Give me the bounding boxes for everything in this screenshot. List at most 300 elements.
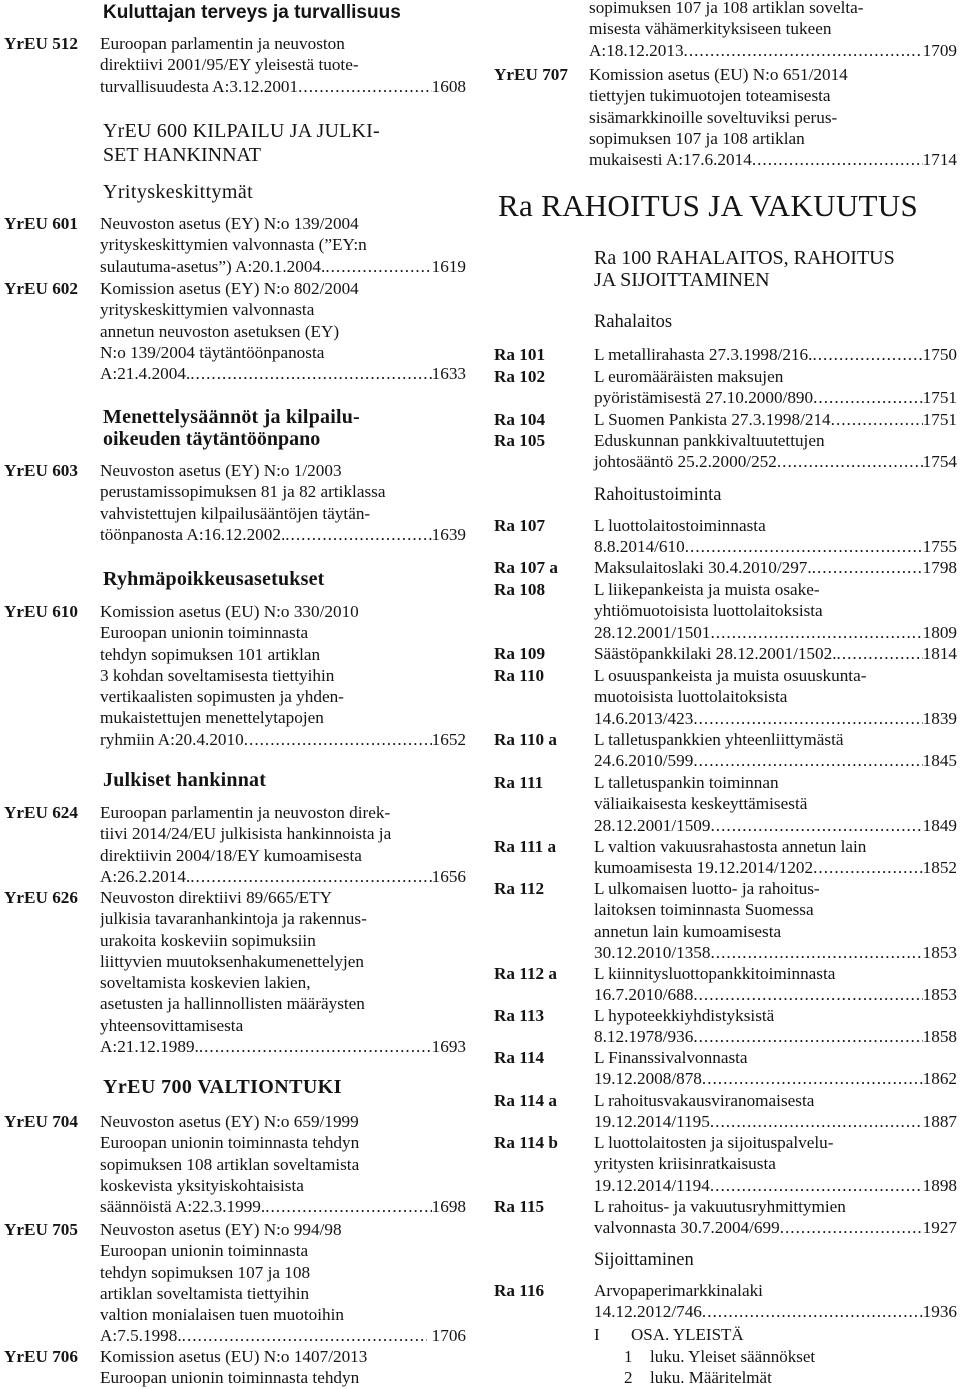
- entry-line: Eduskunnan pankkivaltuutettujen: [594, 431, 825, 450]
- entry-code: YrEU 512: [4, 34, 78, 53]
- entry-last-line: [594, 942, 957, 963]
- entry-last-line: [594, 857, 957, 878]
- entry-yreu-512[interactable]: [4, 33, 466, 97]
- entry-body: [594, 344, 957, 365]
- leader-dots: [837, 643, 923, 664]
- entry-body: [594, 366, 957, 409]
- entry-line: tehdyn sopimuksen 101 artiklan: [100, 644, 321, 664]
- entry-line: direktiivin 2004/18/EY kumoamisesta: [100, 845, 362, 865]
- entry-body: [100, 33, 466, 97]
- entry-line: Komission asetus (EU) N:o 1407/2013: [100, 1347, 368, 1366]
- page-number: 1853: [922, 942, 957, 962]
- entry-body: [594, 772, 957, 836]
- entry-ra-104[interactable]: [494, 409, 957, 430]
- entry-ra-116[interactable]: [494, 1280, 957, 1323]
- heading-text: SET HANKINNAT: [103, 144, 261, 166]
- entry-ra-110a[interactable]: [494, 729, 957, 772]
- entry-line: liittyvien muutoksenhakumenettelyjen: [100, 951, 364, 971]
- entry-code: Ra 107 a: [494, 558, 558, 577]
- entry-line: vertikaalisten sopimusten ja yhden-: [100, 687, 344, 707]
- entry-last-line: [100, 524, 466, 545]
- entry-ra-114[interactable]: [494, 1047, 957, 1090]
- entry-line: tehdyn sopimuksen 107 ja 108: [100, 1262, 311, 1282]
- entry-yreu-705[interactable]: [4, 1219, 466, 1347]
- entry-body: [100, 278, 466, 384]
- entry-line: koskevista yksityiskohtaisista: [100, 1175, 304, 1195]
- chapter-heading: [103, 1076, 342, 1098]
- chapter-label: luku. Määritelmät: [650, 1368, 772, 1387]
- leader-dots: [190, 866, 431, 887]
- entry-line: sopimuksen 107 ja 108 artiklan sovelta-: [589, 0, 864, 17]
- page-number: 1754: [922, 452, 957, 472]
- entry-line: Komission asetus (EU) N:o 651/2014: [589, 65, 848, 84]
- page-number: 1698: [431, 1197, 466, 1217]
- entry-line: tiettyjen tukimuotojen toteamisesta: [589, 86, 831, 106]
- entry-line: johtosääntö 25.2.2000/252: [594, 452, 777, 472]
- entry-line: artiklan soveltamista tiettyihin: [100, 1283, 310, 1303]
- page-number: 1858: [922, 1027, 957, 1047]
- entry-body: [100, 887, 466, 1057]
- entry-last-line: [594, 750, 957, 771]
- entry-ra-107a[interactable]: [494, 557, 957, 578]
- entry-last-line: [594, 1217, 957, 1238]
- entry-body: [100, 1346, 466, 1389]
- entry-line: soveltamista koskevien lakien,: [100, 973, 311, 993]
- entry-line: vahvistettujen kilpailusääntöjen täytän-: [100, 503, 371, 523]
- entry-line: 14.12.2012/746: [594, 1302, 702, 1322]
- entry-last-line: [100, 1325, 466, 1346]
- entry-line: 19.12.2014/1195: [594, 1112, 710, 1132]
- page-number: 1936: [922, 1302, 957, 1322]
- entry-code: Ra 104: [494, 410, 546, 429]
- entry-line: L Suomen Pankista 27.3.1998/214: [594, 410, 831, 429]
- entry-line: Euroopan unionin toiminnasta: [100, 1241, 309, 1261]
- leader-dots: [711, 622, 923, 643]
- entry-last-line: [100, 256, 466, 277]
- entry-line: misesta vähämerkityksiseen tukeen: [589, 19, 832, 39]
- entry-code: YrEU 603: [4, 461, 78, 480]
- entry-line: Euroopan unionin toiminnasta: [100, 623, 309, 643]
- heading-text: Ra 100 RAHALAITOS, RAHOITUS: [594, 247, 895, 269]
- entry-ra-115[interactable]: [494, 1196, 957, 1239]
- entry-code: YrEU 626: [4, 888, 78, 907]
- leader-dots: [813, 857, 923, 878]
- entry-last-line: [594, 815, 957, 836]
- section-heading: [103, 2, 401, 24]
- entry-code: YrEU 610: [4, 602, 78, 621]
- entry-body: [594, 557, 957, 578]
- entry-code: Ra 105: [494, 431, 546, 450]
- entry-code: YrEU 601: [4, 214, 78, 233]
- entry-line: Neuvoston asetus (EY) N:o 139/2004: [100, 214, 359, 233]
- entry-code: Ra 112 a: [494, 964, 558, 983]
- entry-last-line: [594, 984, 957, 1005]
- entry-last-line: [594, 708, 957, 729]
- heading-text: JA SIJOITTAMINEN: [594, 269, 770, 291]
- entry-code: Ra 108: [494, 580, 546, 599]
- entry-line: N:o 139/2004 täytäntöönpanosta: [100, 342, 325, 362]
- entry-line: L Finanssivalvonnasta: [594, 1048, 748, 1067]
- entry-line: urakoita koskeviin sopimuksiin: [100, 930, 316, 950]
- page-number: 1849: [922, 815, 957, 835]
- entry-line: 8.8.2014/610: [594, 537, 685, 557]
- entry-code: Ra 114 a: [494, 1091, 558, 1110]
- entry-line: L talletuspankkien yhteenliittymästä: [594, 730, 844, 749]
- entry-line: 8.12.1978/936: [594, 1027, 694, 1047]
- chapter-number: 2: [624, 1368, 633, 1387]
- leader-dots: [325, 256, 431, 277]
- entry-body: [100, 460, 466, 545]
- heading-text: Sijoittaminen: [594, 1250, 694, 1270]
- leader-dots: [693, 708, 922, 729]
- page-number: 1709: [922, 40, 957, 60]
- entry-line: asetusten ja hallinnollisten määräysten: [100, 994, 365, 1014]
- entry-line: L rahoitus- ja vakuutusryhmittymien: [594, 1197, 846, 1216]
- page-number: 1751: [922, 410, 957, 429]
- entry-ra-108[interactable]: [494, 579, 957, 643]
- heading-text: Kuluttajan terveys ja turvallisuus: [103, 2, 401, 23]
- toc-level-part[interactable]: [594, 1324, 744, 1345]
- heading-text: Ra RAHOITUS JA VAKUUTUS: [498, 188, 918, 223]
- entry-last-line: [589, 149, 957, 170]
- entry-code: Ra 111: [494, 773, 544, 792]
- entry-ra-111a[interactable]: [494, 836, 957, 879]
- entry-line: sulautuma-asetus”) A:20.1.2004.: [100, 256, 326, 276]
- entry-body: [100, 1219, 466, 1347]
- entry-code: Ra 112: [494, 879, 545, 898]
- entry-body: [594, 1005, 957, 1048]
- entry-last-line: [594, 622, 957, 643]
- subsection-heading: [594, 311, 672, 333]
- heading-text: Yrityskeskittymät: [103, 181, 254, 203]
- entry-yreu-706[interactable]: [4, 1346, 466, 1389]
- entry-body: [594, 1196, 957, 1239]
- page-number: 1927: [922, 1218, 957, 1238]
- entry-line: L talletuspankin toiminnan: [594, 773, 779, 792]
- entry-line: sisämarkkinoille soveltuviksi perus-: [589, 107, 838, 127]
- entry-last-line: [594, 557, 957, 578]
- chapter-number: 1: [624, 1347, 633, 1366]
- entry-last-line: [100, 1196, 466, 1217]
- entry-code: Ra 114: [494, 1048, 545, 1067]
- entry-ra-114b[interactable]: [494, 1132, 957, 1196]
- leader-dots: [710, 1111, 923, 1132]
- entry-continuation[interactable]: [494, 0, 957, 61]
- entry-last-line: [100, 76, 466, 97]
- page-number: 1852: [922, 858, 957, 878]
- entry-body: [594, 579, 957, 643]
- heading-text: Julkiset hankinnat: [103, 769, 267, 791]
- heading-text: YrEU 600 KILPAILU JA JULKI-: [103, 120, 380, 142]
- subsection-heading: [103, 180, 253, 204]
- entry-last-line: [594, 536, 957, 557]
- leader-dots: [780, 1217, 923, 1238]
- entry-line: sopimuksen 107 ja 108 artiklan: [589, 128, 805, 148]
- leader-dots: [199, 1036, 432, 1057]
- entry-body: [594, 963, 957, 1006]
- entry-line: Maksulaitoslaki 30.4.2010/297.: [594, 558, 812, 577]
- entry-ra-113[interactable]: [494, 1005, 957, 1048]
- entry-last-line: [100, 866, 466, 887]
- entry-code: Ra 101: [494, 345, 546, 364]
- leader-dots: [702, 1301, 923, 1322]
- entry-body: [100, 802, 466, 887]
- entry-line: L luottolaitosten ja sijoituspalvelu-: [594, 1133, 834, 1152]
- entry-ra-110[interactable]: [494, 665, 957, 729]
- entry-ra-109[interactable]: [494, 643, 957, 664]
- entry-line: perustamissopimuksen 81 ja 82 artiklassa: [100, 482, 386, 502]
- entry-code: Ra 114 b: [494, 1133, 558, 1152]
- entry-line: pyöristämisestä 27.10.2000/890: [594, 388, 814, 408]
- entry-yreu-603[interactable]: [4, 460, 466, 545]
- entry-body: [594, 836, 957, 879]
- page-number: 1608: [431, 76, 466, 96]
- leader-dots: [684, 40, 923, 61]
- entry-body: [594, 1132, 957, 1196]
- entry-line: yrityskeskittymien valvonnasta (”EY:n: [100, 235, 367, 255]
- entry-body: [594, 515, 957, 558]
- entry-line: valvonnasta 30.7.2004/699: [594, 1218, 780, 1238]
- entry-line: A:26.2.2014.: [100, 866, 191, 886]
- leader-dots: [685, 536, 923, 557]
- entry-line: 19.12.2008/878: [594, 1069, 702, 1089]
- leader-dots: [190, 363, 431, 384]
- entry-line: Komission asetus (EU) N:o 330/2010: [100, 602, 359, 621]
- entry-ra-111[interactable]: [494, 772, 957, 836]
- leader-dots: [265, 1196, 431, 1217]
- entry-line: A:18.12.2013: [589, 40, 684, 60]
- entry-last-line: [100, 363, 466, 384]
- entry-line: L metallirahasta 27.3.1998/216.: [594, 345, 813, 364]
- entry-code: YrEU 707: [494, 65, 568, 84]
- leader-dots: [693, 1026, 922, 1047]
- page-number: 1839: [922, 708, 957, 728]
- entry-code: YrEU 704: [4, 1112, 78, 1131]
- page-number: 1693: [431, 1037, 466, 1057]
- entry-line: mukaisesti A:17.6.2014: [589, 150, 752, 170]
- entry-line: 30.12.2010/1358: [594, 942, 711, 962]
- entry-line: annetun neuvoston asetuksen (EY): [100, 321, 340, 341]
- page-number: 1652: [431, 729, 466, 749]
- entry-line: Arvopaperimarkkinalaki: [594, 1281, 763, 1300]
- entry-last-line: [594, 1111, 957, 1132]
- entry-last-line: [594, 1301, 957, 1322]
- entry-line: Euroopan unionin toiminnasta tehdyn: [100, 1133, 360, 1153]
- subsection-heading: [594, 484, 721, 506]
- subsection-heading: [103, 768, 266, 792]
- entry-ra-107[interactable]: [494, 515, 957, 558]
- entry-yreu-704[interactable]: [4, 1111, 466, 1217]
- entry-last-line: [594, 1175, 957, 1196]
- entry-line: Neuvoston asetus (EY) N:o 994/98: [100, 1220, 342, 1239]
- heading-text: oikeuden täytäntöönpano: [103, 428, 321, 450]
- entry-code: YrEU 602: [4, 279, 78, 298]
- entry-line: säännöistä A:22.3.1999.: [100, 1197, 266, 1217]
- entry-body: [100, 1111, 466, 1217]
- entry-line: A:7.5.1998.: [100, 1326, 182, 1346]
- entry-body: [100, 601, 466, 750]
- heading-text: Menettelysäännöt ja kilpailu-: [103, 406, 360, 428]
- entry-line: 3 kohdan soveltamisesta tiettyihin: [100, 665, 335, 685]
- entry-last-line: [594, 409, 957, 430]
- page-number: 1639: [431, 524, 466, 544]
- entry-body: [594, 1047, 957, 1090]
- entry-code: YrEU 705: [4, 1220, 78, 1239]
- entry-code: Ra 102: [494, 367, 546, 386]
- entry-line: 19.12.2014/1194: [594, 1175, 710, 1195]
- leader-dots: [182, 1325, 428, 1346]
- entry-line: annetun lain kumoamisesta: [594, 921, 782, 941]
- entry-body: [594, 665, 957, 729]
- subsection-heading: [594, 1249, 694, 1271]
- page-number: 1887: [922, 1112, 957, 1132]
- leader-dots: [777, 451, 923, 472]
- entry-line: tiivi 2014/24/EU julkisista hankinnoista ja: [100, 824, 392, 844]
- entry-yreu-624[interactable]: [4, 802, 466, 887]
- toc-level-chapter[interactable]: [624, 1367, 772, 1388]
- entry-line: Säästöpankkilaki 28.12.2001/1502.: [594, 644, 837, 663]
- main-heading: [498, 188, 918, 224]
- entry-line: ryhmiin A:20.4.2010: [100, 729, 244, 749]
- entry-line: Euroopan unionin toiminnasta tehdyn: [100, 1368, 360, 1388]
- entry-body: [594, 878, 957, 963]
- entry-last-line: [594, 387, 957, 408]
- toc-level-chapter[interactable]: [624, 1346, 816, 1367]
- entry-code: YrEU 624: [4, 803, 78, 822]
- leader-dots: [711, 815, 923, 836]
- entry-code: Ra 110 a: [494, 730, 558, 749]
- entry-yreu-602[interactable]: [4, 278, 466, 384]
- entry-code: Ra 113: [494, 1006, 545, 1025]
- entry-line: väliaikaisesta keskeyttämisestä: [594, 794, 808, 814]
- leader-dots: [711, 942, 923, 963]
- leader-dots: [702, 1068, 923, 1089]
- entry-ra-114a[interactable]: [494, 1090, 957, 1133]
- part-label: OSA. YLEISTÄ: [631, 1325, 744, 1344]
- page-number: 1862: [922, 1069, 957, 1089]
- heading-text: Rahalaitos: [594, 312, 673, 332]
- entry-ra-101[interactable]: [494, 344, 957, 365]
- entry-line: mukaistettujen menettelytapojen: [100, 708, 324, 728]
- page-number: 1619: [431, 256, 466, 276]
- entry-ra-112a[interactable]: [494, 963, 957, 1006]
- entry-line: 24.6.2010/599: [594, 751, 694, 771]
- entry-code: YrEU 706: [4, 1347, 78, 1366]
- page-number: 1809: [922, 622, 957, 642]
- entry-last-line: [594, 1068, 957, 1089]
- leader-dots: [831, 409, 923, 430]
- entry-line: yrityskeskittymien valvonnasta: [100, 300, 315, 320]
- subsection-heading: [103, 567, 325, 591]
- page-number: 1750: [922, 345, 957, 364]
- chapter-label: luku. Yleiset säännökset: [650, 1347, 816, 1366]
- entry-yreu-601[interactable]: [4, 213, 466, 277]
- heading-text: YrEU 700 VALTIONTUKI: [103, 1076, 342, 1098]
- page-number: 1798: [922, 558, 957, 577]
- subsection-heading: [103, 405, 360, 451]
- entry-last-line: [594, 643, 957, 664]
- entry-body: [594, 1090, 957, 1133]
- entry-line: julkisia tavaranhankintoja ja rakennus-: [100, 909, 367, 929]
- leader-dots: [710, 1175, 923, 1196]
- entry-line: Euroopan parlamentin ja neuvoston direk-: [100, 803, 391, 822]
- entry-line: 28.12.2001/1509: [594, 815, 711, 835]
- entry-ra-105[interactable]: [494, 430, 957, 473]
- entry-line: L valtion vakuusrahastosta annetun lain: [594, 837, 867, 856]
- entry-line: L osuuspankeista ja muista osuuskunta-: [594, 666, 867, 685]
- entry-body: [589, 64, 957, 170]
- entry-line: yritysten kriisinratkaisusta: [594, 1154, 776, 1174]
- entry-body: [589, 0, 957, 61]
- page-number: 1755: [922, 537, 957, 557]
- entry-line: Euroopan parlamentin ja neuvoston: [100, 34, 345, 53]
- entry-line: L luottolaitostoiminnasta: [594, 516, 766, 535]
- entry-line: L liikepankeista ja muista osake-: [594, 580, 820, 599]
- entry-line: L euromääräisten maksujen: [594, 367, 784, 386]
- entry-last-line: [589, 40, 957, 61]
- leader-dots: [244, 729, 432, 750]
- page-number: 1814: [922, 644, 957, 663]
- entry-line: sopimuksen 108 artiklan soveltamista: [100, 1154, 360, 1174]
- leader-dots: [752, 149, 923, 170]
- entry-body: [594, 430, 957, 473]
- entry-line: 16.7.2010/688: [594, 985, 694, 1005]
- entry-line: A:21.4.2004.: [100, 364, 191, 384]
- leader-dots: [693, 984, 922, 1005]
- entry-line: Neuvoston asetus (EY) N:o 659/1999: [100, 1112, 359, 1131]
- entry-last-line: [100, 1036, 466, 1057]
- page-number: 1706: [427, 1326, 466, 1346]
- entry-body: [594, 1280, 957, 1323]
- entry-last-line: [594, 451, 957, 472]
- entry-code: Ra 115: [494, 1197, 545, 1216]
- heading-text: Ryhmäpoikkeusasetukset: [103, 568, 325, 590]
- entry-ra-102[interactable]: [494, 366, 957, 409]
- entry-ra-112[interactable]: [494, 878, 957, 963]
- entry-body: [594, 729, 957, 772]
- entry-line: laitoksen toiminnasta Suomessa: [594, 900, 814, 920]
- entry-line: L kiinnitysluottopankkitoiminnasta: [594, 964, 836, 983]
- entry-line: töönpanosta A:16.12.2002.: [100, 524, 286, 544]
- entry-code: Ra 110: [494, 666, 545, 685]
- page-number: 1633: [431, 364, 466, 384]
- entry-line: Neuvoston asetus (EY) N:o 1/2003: [100, 461, 342, 480]
- entry-body: [594, 409, 957, 430]
- leader-dots: [813, 387, 923, 408]
- entry-line: Komission asetus (EY) N:o 802/2004: [100, 279, 359, 298]
- leader-dots: [693, 750, 922, 771]
- page-number: 1853: [922, 985, 957, 1005]
- entry-yreu-610[interactable]: [4, 601, 466, 750]
- page-number: 1656: [431, 866, 466, 886]
- entry-code: Ra 109: [494, 644, 546, 663]
- page-number: 1714: [922, 150, 957, 170]
- heading-text: Rahoitustoiminta: [594, 485, 722, 505]
- leader-dots: [812, 557, 923, 578]
- chapter-heading: [594, 247, 895, 291]
- leader-dots: [285, 524, 431, 545]
- entry-last-line: [100, 729, 466, 750]
- entry-line: kumoamisesta 19.12.2014/1202: [594, 858, 814, 878]
- entry-code: Ra 107: [494, 516, 546, 535]
- entry-line: turvallisuudesta A:3.12.2001: [100, 76, 299, 96]
- page-number: 1751: [922, 388, 957, 408]
- entry-yreu-626[interactable]: [4, 887, 466, 1057]
- entry-yreu-707[interactable]: [494, 64, 957, 170]
- entry-body: [100, 213, 466, 277]
- entry-line: valtion monialaisen tuen muotoihin: [100, 1305, 344, 1325]
- entry-line: L hypoteekkiyhdistyksistä: [594, 1006, 775, 1025]
